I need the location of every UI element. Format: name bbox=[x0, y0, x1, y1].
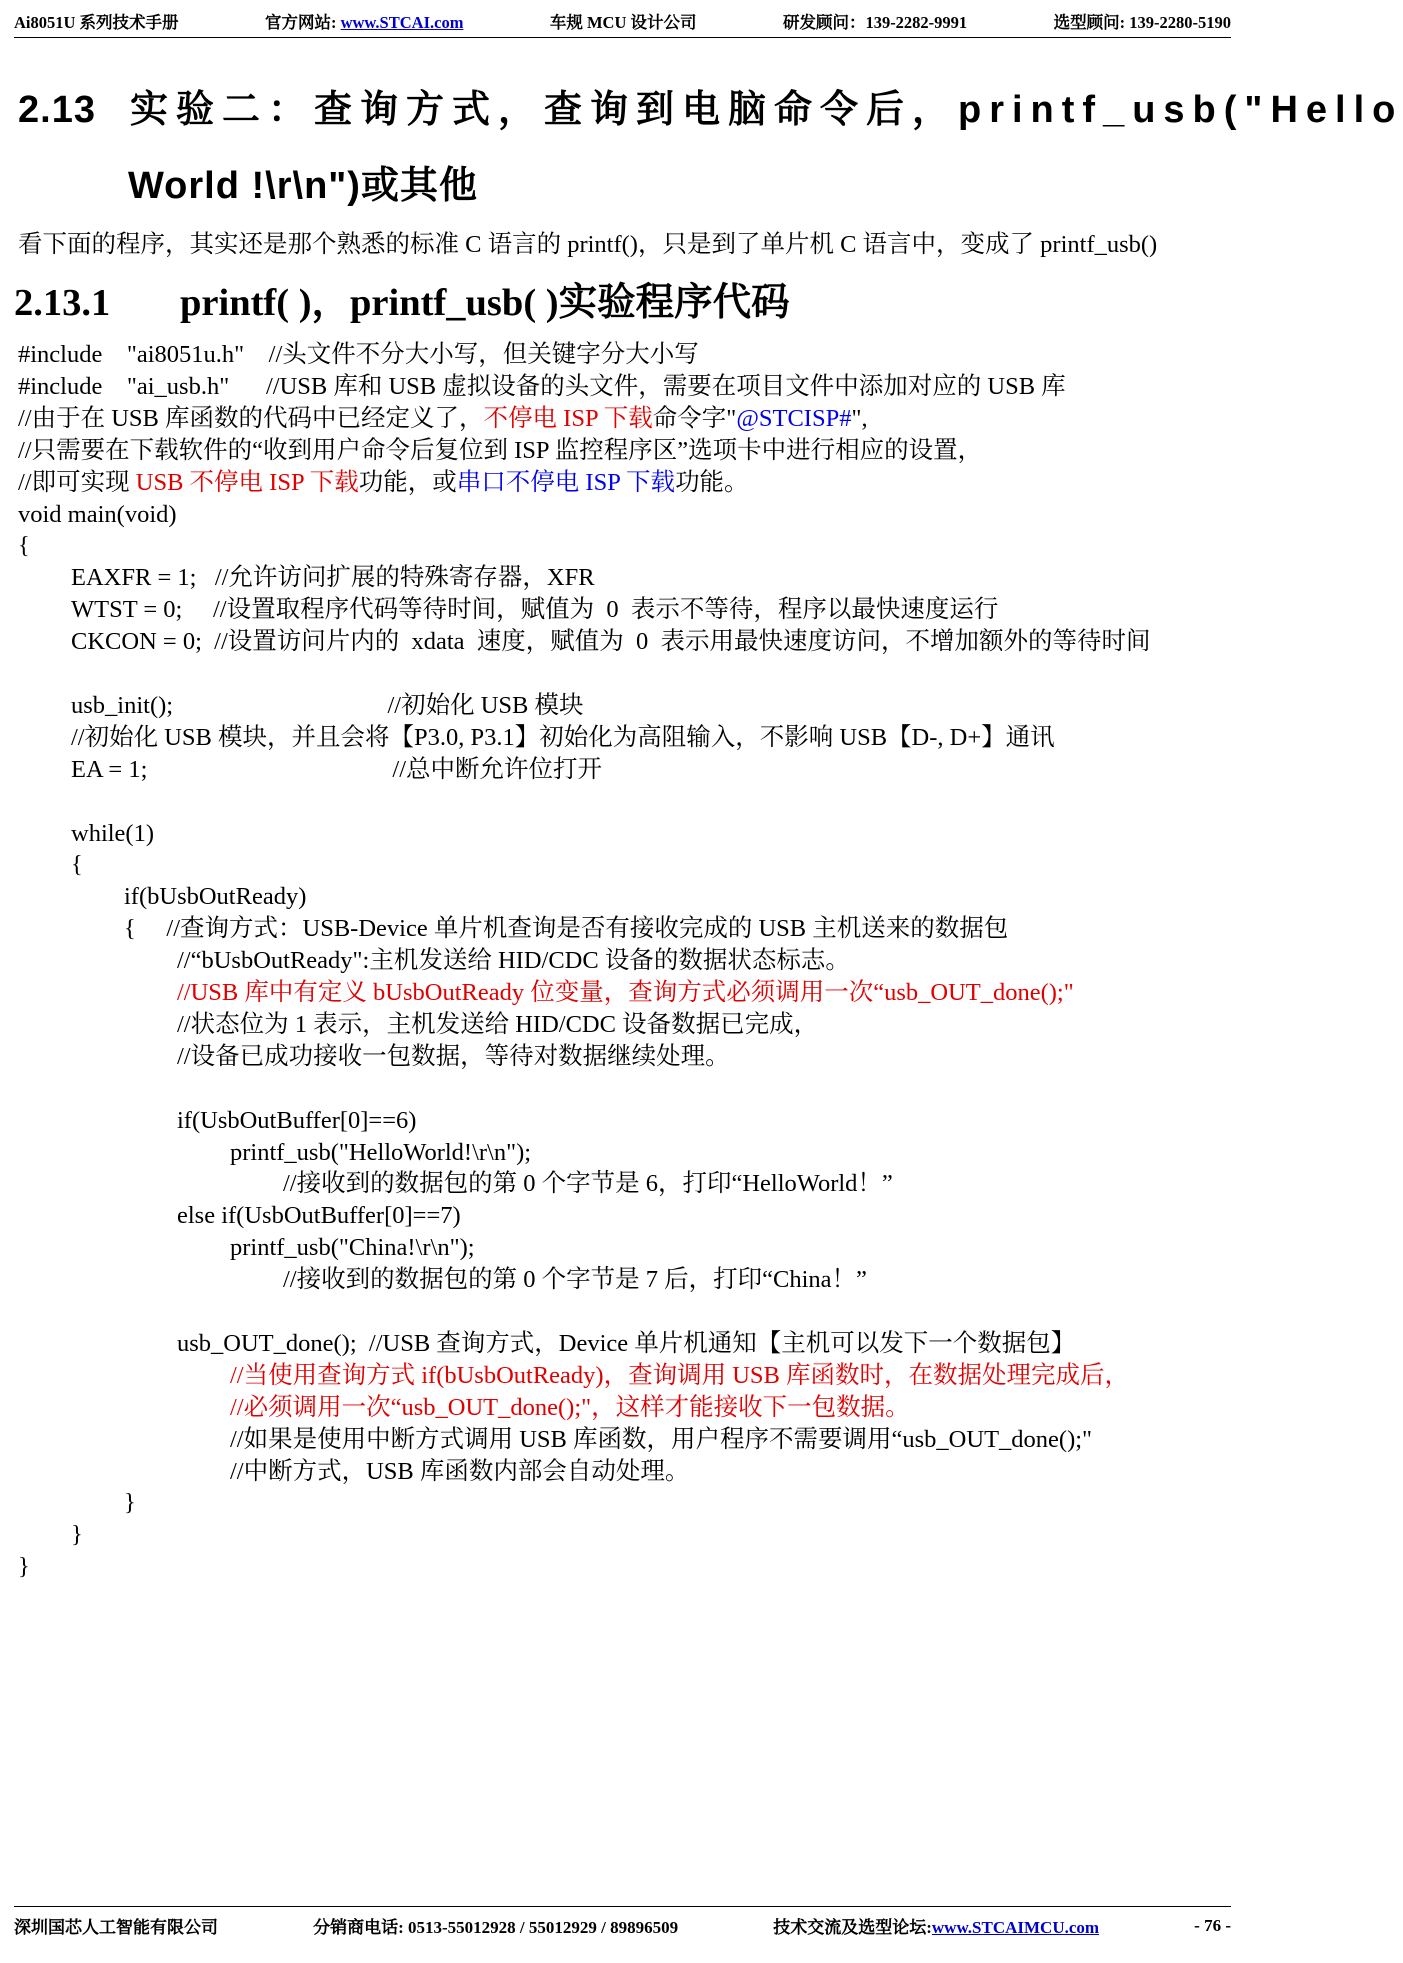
code-line bbox=[230, 1457, 689, 1487]
code-line bbox=[18, 500, 177, 530]
section-heading bbox=[18, 78, 1403, 133]
code-segment: //当使用查询方式 if(bUsbOutReady)，查询调用 USB 库函数时，在数据处理完成后， bbox=[230, 1361, 1129, 1389]
code-line bbox=[124, 1488, 136, 1518]
page-header bbox=[14, 8, 1231, 38]
code-line bbox=[177, 1042, 730, 1072]
code-segment: } bbox=[71, 1521, 83, 1549]
section-title-line1: 实验二：查询方式，查询到电脑命令后，printf_usb("Hello bbox=[130, 89, 1403, 131]
code-segment: { bbox=[18, 532, 30, 560]
code-segment: //设备已成功接收一包数据，等待对数据继续处理。 bbox=[177, 1042, 730, 1070]
code-segment: 串口不停电 ISP 下载 bbox=[456, 468, 676, 496]
code-line bbox=[177, 978, 1074, 1008]
code-segment: while(1) bbox=[71, 819, 154, 847]
page-footer bbox=[14, 1906, 1231, 1940]
code-segment: void main(void) bbox=[18, 500, 177, 528]
code-segment: //如果是使用中断方式调用 USB 库函数，用户程序不需要调用“usb_OUT_done();" bbox=[230, 1425, 1093, 1453]
subsection-heading bbox=[14, 272, 790, 327]
selection-contact: 选型顾问: 139-2280-5190 bbox=[1053, 12, 1231, 32]
rd-contact: 研发顾问：139-2282-9991 bbox=[782, 12, 968, 32]
company-slogan: 车规 MCU 设计公司 bbox=[549, 12, 697, 32]
official-site: 官方网站: www.STCAI.com bbox=[264, 12, 464, 32]
code-segment: 命令字" bbox=[652, 404, 737, 432]
code-line bbox=[177, 1010, 818, 1040]
code-line bbox=[283, 1169, 893, 1199]
code-segment: @STCISP# bbox=[736, 404, 852, 432]
code-line bbox=[71, 1520, 83, 1550]
official-site-link[interactable]: www.STCAI.com bbox=[340, 12, 464, 32]
code-segment: CKCON = 0; //设置访问片内的 xdata 速度，赋值为 0 表示用最快速度访问，不增加额外的等待时间 bbox=[71, 628, 1151, 656]
code-line bbox=[230, 1233, 475, 1263]
code-line bbox=[124, 882, 306, 912]
section-title-line2: World !\r\n")或其他 bbox=[128, 165, 478, 207]
code-line bbox=[18, 531, 30, 561]
code-segment: USB 不停电 ISP 下载 bbox=[135, 468, 359, 496]
code-segment: WTST = 0; //设置取程序代码等待时间，赋值为 0 表示不等待，程序以最快速度运行 bbox=[71, 596, 999, 624]
code-line bbox=[71, 595, 998, 625]
section-number: 2.13 bbox=[18, 89, 96, 131]
code-segment: if(UsbOutBuffer[0]==6) bbox=[177, 1106, 417, 1134]
intro-paragraph: 看下面的程序，其实还是那个熟悉的标准 C 语言的 printf()，只是到了单片机 C 语言中，变成了 printf_usb() bbox=[18, 231, 1158, 258]
subsection-number: 2.13.1 bbox=[14, 282, 111, 324]
code-segment: EA = 1; //总中断允许位打开 bbox=[71, 755, 603, 783]
code-segment: else if(UsbOutBuffer[0]==7) bbox=[177, 1202, 461, 1230]
page-number: - 76 - bbox=[1194, 1915, 1231, 1935]
code-line bbox=[71, 563, 595, 593]
code-segment: printf_usb("HelloWorld!\r\n"); bbox=[230, 1138, 532, 1166]
code-segment: //接收到的数据包的第 0 个字节是 7 后，打印“China！” bbox=[283, 1266, 867, 1294]
code-line bbox=[177, 946, 850, 976]
code-line bbox=[18, 1552, 30, 1582]
code-segment: //只需要在下载软件的“收到用户命令后复位到 ISP 监控程序区”选项卡中进行相应的设置， bbox=[18, 436, 983, 464]
code-segment: //中断方式，USB 库函数内部会自动处理。 bbox=[230, 1457, 690, 1485]
code-segment: usb_OUT_done(); //USB 查询方式，Device 单片机通知【主机可以发下一个数据包】 bbox=[177, 1329, 1076, 1357]
footer-phone: 分销商电话: 0513-55012928 / 55012929 / 89896509 bbox=[313, 1918, 679, 1937]
code-line bbox=[230, 1425, 1092, 1455]
code-segment: } bbox=[18, 1553, 30, 1581]
code-segment: ", bbox=[851, 404, 868, 432]
code-segment: //状态位为 1 表示，主机发送给 HID/CDC 设备数据已完成， bbox=[177, 1010, 819, 1038]
code-line bbox=[177, 1201, 461, 1231]
footer-forum: 技术交流及选型论坛:www.STCAIMCU.com bbox=[773, 1918, 1100, 1937]
code-line bbox=[71, 723, 1055, 753]
code-line bbox=[71, 819, 154, 849]
code-line bbox=[71, 627, 1151, 657]
code-segment: #include "ai_usb.h" //USB 库和 USB 虚拟设备的头文件，需要在项目文件中添加对应的 USB 库 bbox=[18, 372, 1066, 400]
footer-company: 深圳国芯人工智能有限公司 bbox=[14, 1918, 218, 1937]
manual-title: Ai8051U 系列技术手册 bbox=[14, 12, 179, 32]
code-segment: //由于在 USB 库函数的代码中已经定义了， bbox=[18, 404, 484, 432]
code-line bbox=[177, 1106, 416, 1136]
code-line bbox=[230, 1393, 910, 1423]
code-line bbox=[71, 755, 602, 785]
code-line bbox=[230, 1138, 531, 1168]
code-line bbox=[283, 1265, 867, 1295]
code-segment: //即可实现 bbox=[18, 468, 136, 496]
code-segment: { //查询方式：USB-Device 单片机查询是否有接收完成的 USB 主机送来的数据包 bbox=[124, 915, 1009, 943]
code-line bbox=[18, 404, 868, 434]
code-line bbox=[124, 914, 1008, 944]
code-segment: { bbox=[71, 851, 83, 879]
code-line bbox=[18, 340, 699, 370]
code-segment: #include "ai8051u.h" //头文件不分大小写，但关键字分大小写 bbox=[18, 341, 699, 368]
code-line bbox=[177, 1329, 1075, 1359]
code-segment: //接收到的数据包的第 0 个字节是 6，打印“HelloWorld！” bbox=[283, 1170, 893, 1198]
forum-link[interactable]: www.STCAIMCU.com bbox=[931, 1918, 1100, 1937]
code-segment: usb_init(); //初始化 USB 模块 bbox=[71, 691, 584, 719]
code-line bbox=[18, 468, 749, 498]
code-line bbox=[71, 850, 83, 880]
code-segment: 功能，或 bbox=[358, 468, 457, 496]
code-line bbox=[18, 436, 982, 466]
code-line bbox=[230, 1361, 1129, 1391]
code-segment: 功能。 bbox=[675, 468, 749, 496]
code-line bbox=[18, 372, 1066, 402]
code-segment: printf_usb("China!\r\n"); bbox=[230, 1234, 475, 1262]
code-segment: //USB 库中有定义 bUsbOutReady 位变量，查询方式必须调用一次“usb_OUT_done();" bbox=[177, 979, 1074, 1006]
code-segment: if(bUsbOutReady) bbox=[124, 883, 307, 911]
code-segment: EAXFR = 1; //允许访问扩展的特殊寄存器，XFR bbox=[71, 564, 595, 592]
code-segment: 不停电 ISP 下载 bbox=[483, 404, 653, 432]
code-segment: //“bUsbOutReady":主机发送给 HID/CDC 设备的数据状态标志。 bbox=[177, 947, 850, 975]
subsection-title: printf( )，printf_usb( )实验程序代码 bbox=[180, 282, 790, 324]
code-segment: //必须调用一次“usb_OUT_done();"，这样才能接收下一包数据。 bbox=[230, 1393, 910, 1421]
code-segment: //初始化 USB 模块，并且会将【P3.0, P3.1】初始化为高阻输入，不影响 USB【D-, D+】通讯 bbox=[71, 723, 1055, 751]
code-segment: } bbox=[124, 1489, 136, 1517]
code-line bbox=[71, 691, 583, 721]
